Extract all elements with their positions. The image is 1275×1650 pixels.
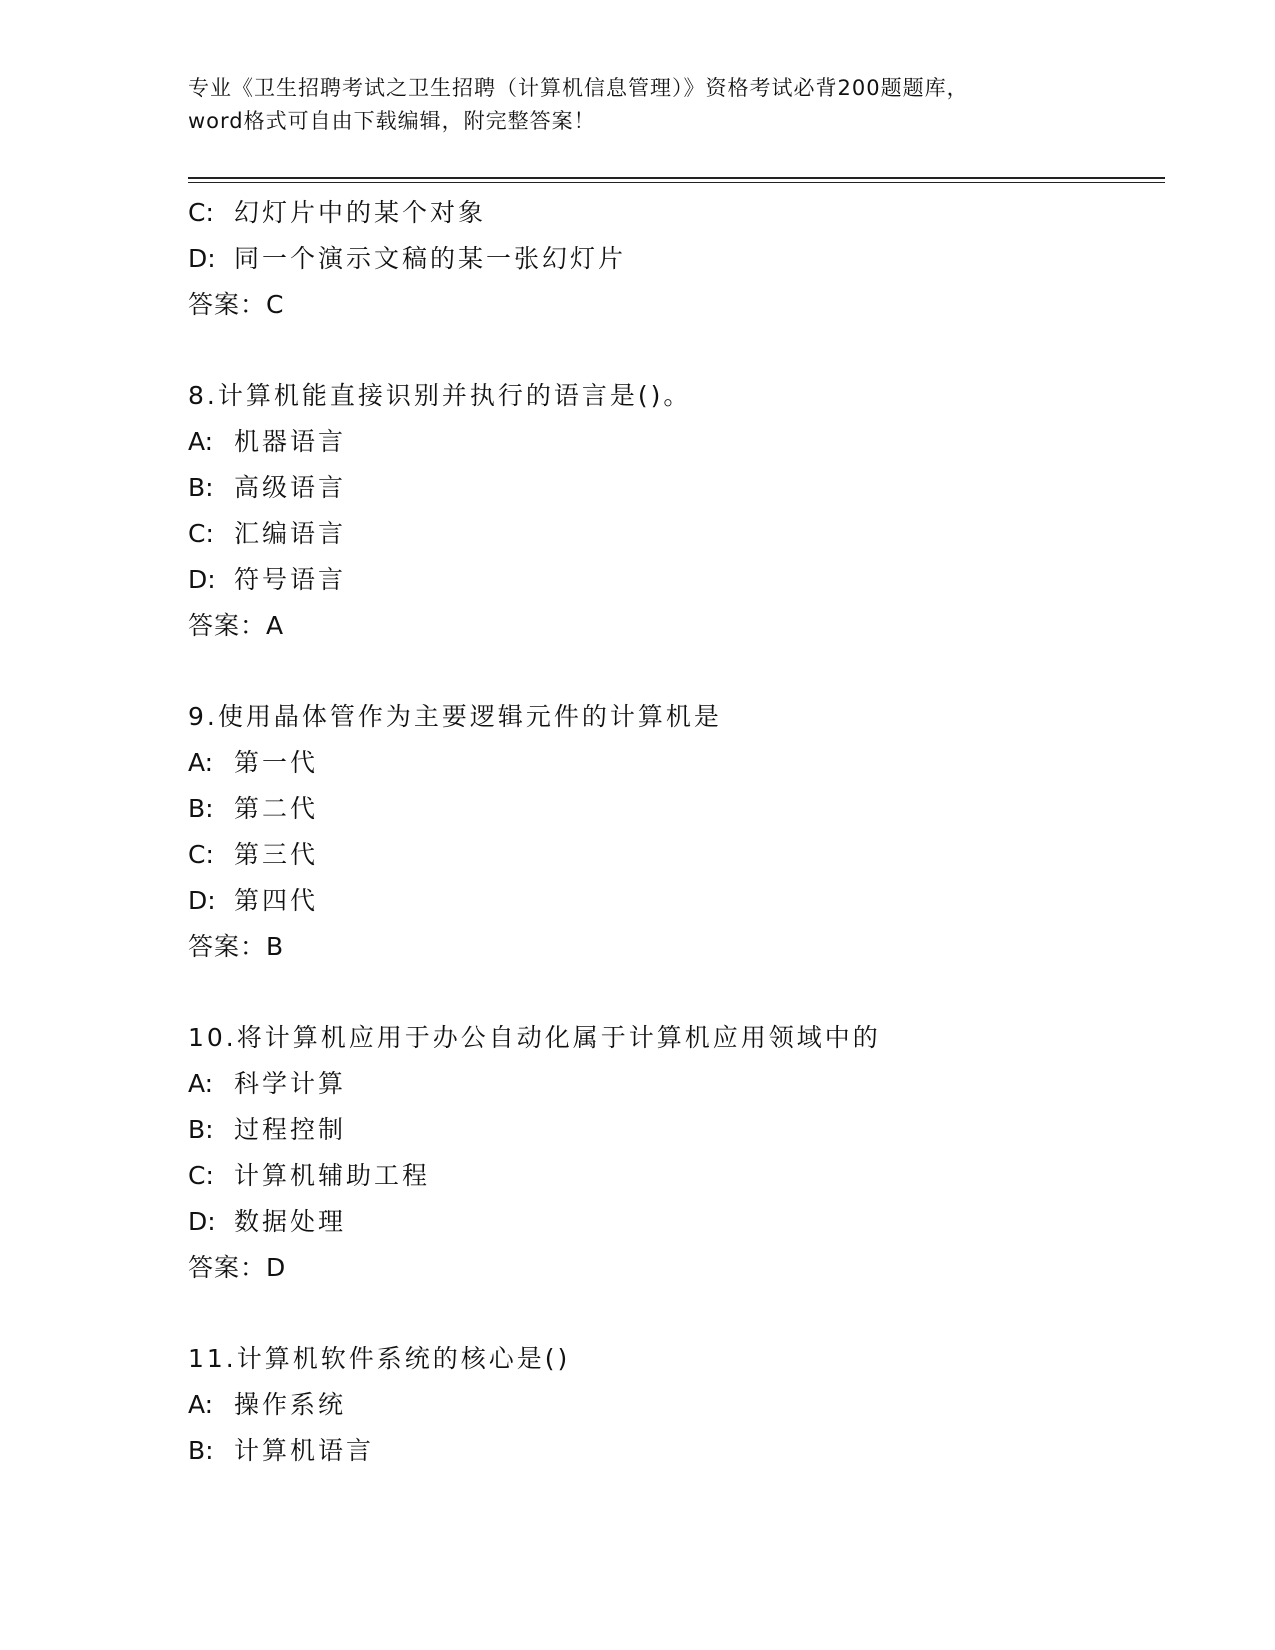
option-b [188,1428,1165,1474]
option-d [188,878,1165,924]
option-text: 操作系统 [234,1390,347,1419]
option-text: 第二代 [234,794,319,823]
option-key: A: [188,427,214,456]
answer-line: 答案：D [188,1253,287,1282]
option-text: 过程控制 [234,1115,347,1144]
option-key: B: [188,1436,214,1465]
answer-line: 答案：A [188,611,285,640]
option-key: B: [188,1115,214,1144]
option-text: 符号语言 [234,565,347,594]
option-key: C: [188,1161,214,1190]
question-stem: 11.计算机软件系统的核心是() [188,1344,571,1373]
option-c [188,511,1165,557]
option-key: D: [188,886,216,915]
header-line-2: word格式可自由下载编辑，附完整答案！ [188,109,596,133]
option-a [188,419,1165,465]
option-text: 同一个演示文稿的某一张幻灯片 [234,244,627,273]
option-text: 计算机辅助工程 [234,1161,431,1190]
question-stem: 9.使用晶体管作为主要逻辑元件的计算机是 [188,702,722,731]
option-text: 第三代 [234,840,319,869]
option-key: B: [188,794,214,823]
option-text: 科学计算 [234,1069,347,1098]
option-a [188,1061,1165,1107]
option-text: 第四代 [234,886,319,915]
option-d [188,236,1165,282]
question-block-8 [188,373,1165,649]
question-block-9 [188,694,1165,970]
option-c [188,832,1165,878]
document-header [188,72,1088,138]
option-c [188,190,1165,236]
option-text: 幻灯片中的某个对象 [234,198,487,227]
option-b [188,1107,1165,1153]
option-text: 机器语言 [234,427,347,456]
option-key: A: [188,1069,214,1098]
option-a [188,1382,1165,1428]
header-divider-thin [188,182,1165,183]
answer-line: 答案：C [188,290,285,319]
question-block-10 [188,1015,1165,1291]
question-block-11 [188,1336,1165,1474]
option-key: C: [188,519,214,548]
option-key: D: [188,1207,216,1236]
option-c [188,1153,1165,1199]
question-stem: 10.将计算机应用于办公自动化属于计算机应用领域中的 [188,1023,881,1052]
question-list [188,190,1165,1474]
option-key: D: [188,565,216,594]
option-key: C: [188,198,214,227]
question-block-carry-over [188,190,1165,328]
option-key: D: [188,244,216,273]
question-stem: 8.计算机能直接识别并执行的语言是()。 [188,381,692,410]
option-text: 高级语言 [234,473,347,502]
option-d [188,557,1165,603]
option-key: B: [188,473,214,502]
answer-line: 答案：B [188,932,285,961]
option-text: 数据处理 [234,1207,347,1236]
option-a [188,740,1165,786]
option-key: A: [188,1390,214,1419]
option-d [188,1199,1165,1245]
option-key: C: [188,840,214,869]
header-line-1: 专业《卫生招聘考试之卫生招聘（计算机信息管理）》资格考试必背200题题库， [188,76,969,100]
option-b [188,786,1165,832]
option-text: 汇编语言 [234,519,347,548]
option-text: 第一代 [234,748,319,777]
option-b [188,465,1165,511]
header-divider-thick [188,177,1165,179]
option-text: 计算机语言 [234,1436,375,1465]
option-key: A: [188,748,214,777]
